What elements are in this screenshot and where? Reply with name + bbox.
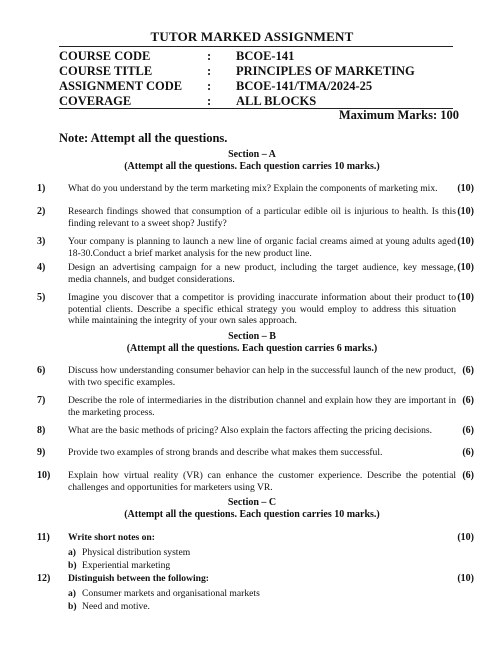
question-marks: (10) <box>457 236 474 247</box>
question-text: Imagine you discover that a competitor is providing inaccurate information about their product to potential clients. Describe a specific ethical strategy you would employ to address this situation while maintaining the integrity of your own sales approach. <box>68 292 456 326</box>
sub-item-label: b) <box>68 601 77 612</box>
note-heading: Note: Attempt all the questions. <box>59 131 228 145</box>
question-marks: (10) <box>457 262 474 273</box>
question-number: 1) <box>37 183 46 194</box>
section-a-title: Section – A <box>228 149 276 160</box>
sub-item-text: Need and motive. <box>82 601 150 612</box>
question-number: 4) <box>37 262 46 273</box>
question-text: Discuss how understanding consumer behavior can help in the successful launch of the new product, with two specific examples. <box>68 365 456 388</box>
question-number: 3) <box>37 236 46 247</box>
question-text: Explain how virtual reality (VR) can enhance the customer experience. Describe the potential challenges and opportunities for marketers using VR. <box>68 470 456 493</box>
question-marks: (10) <box>457 573 474 584</box>
info-colon: : <box>207 64 212 78</box>
question-number: 10) <box>37 470 51 481</box>
section-c-subtitle: (Attempt all the questions. Each question carries 10 marks.) <box>124 509 380 520</box>
sub-item <box>68 588 456 600</box>
question-marks: (6) <box>462 365 474 376</box>
info-colon: : <box>207 49 212 63</box>
sub-item-label: a) <box>68 546 76 558</box>
question-marks: (10) <box>457 292 474 303</box>
info-value: ALL BLOCKS <box>236 94 317 108</box>
question-marks: (10) <box>457 183 474 194</box>
maximum-marks: Maximum Marks: 100 <box>338 108 459 122</box>
sub-item-text: Physical distribution system <box>82 546 191 558</box>
question-marks: (10) <box>457 532 474 543</box>
sub-item <box>68 601 456 613</box>
question-number: 5) <box>37 292 46 303</box>
info-key: COURSE TITLE <box>59 64 153 78</box>
question-text: What do you understand by the term marketing mix? Explain the components of marketing mix. <box>68 183 438 194</box>
info-colon: : <box>207 79 212 93</box>
question-heading: Distinguish between the following: <box>68 573 209 584</box>
question-marks: (10) <box>457 206 474 217</box>
question-text: Describe the role of intermediaries in the distribution channel and explain how they are important in the marketing process. <box>68 395 456 418</box>
sub-item <box>68 547 456 559</box>
question-number: 11) <box>37 532 50 543</box>
info-key: COURSE CODE <box>59 49 151 63</box>
question-text: Provide two examples of strong brands and describe what makes them successful. <box>68 447 383 458</box>
question-marks: (6) <box>462 395 474 406</box>
question-marks: (6) <box>462 447 474 458</box>
question-heading: Write short notes on: <box>68 532 155 543</box>
question-text: Design an advertising campaign for a new product, including the target audience, key message, media channels, and budget considerations. <box>68 262 456 285</box>
question-number: 12) <box>37 573 51 584</box>
sub-item <box>68 560 456 572</box>
info-key: ASSIGNMENT CODE <box>59 79 183 93</box>
assignment-title: TUTOR MARKED ASSIGNMENT <box>150 29 354 44</box>
question-number: 8) <box>37 425 46 436</box>
question-number: 6) <box>37 365 46 376</box>
divider <box>59 46 453 47</box>
question-marks: (6) <box>462 425 474 436</box>
question-text <box>68 532 456 572</box>
section-a-subtitle: (Attempt all the questions. Each question carries 10 marks.) <box>124 161 380 172</box>
question-marks: (6) <box>462 470 474 481</box>
question-text <box>68 573 456 613</box>
sub-item-text: Consumer markets and organisational markets <box>82 587 260 599</box>
info-key: COVERAGE <box>59 94 132 108</box>
sub-item-text: Experiential marketing <box>82 560 171 571</box>
info-value: PRINCIPLES OF MARKETING <box>236 64 415 78</box>
question-number: 9) <box>37 447 46 458</box>
sub-item-label: a) <box>68 587 76 599</box>
sub-item-label: b) <box>68 560 77 571</box>
question-text: Your company is planning to launch a new line of organic facial creams aimed at young adults aged 18-30.Conduct a brief market analysis for the new product line. <box>68 236 456 259</box>
section-b-subtitle: (Attempt all the questions. Each question carries 6 marks.) <box>126 343 378 354</box>
question-number: 2) <box>37 206 46 217</box>
section-c-title: Section – C <box>227 497 277 508</box>
question-text: What are the basic methods of pricing? Also explain the factors affecting the pricing decisions. <box>68 425 432 436</box>
question-number: 7) <box>37 395 46 406</box>
info-value: BCOE-141 <box>236 49 295 63</box>
question-text: Research findings showed that consumption of a particular edible oil is injurious to health. Is this finding relevant to a sweet shop? Justify? <box>68 206 456 229</box>
section-b-title: Section – B <box>228 331 276 342</box>
info-colon: : <box>207 94 212 108</box>
info-value: BCOE-141/TMA/2024-25 <box>236 79 373 93</box>
